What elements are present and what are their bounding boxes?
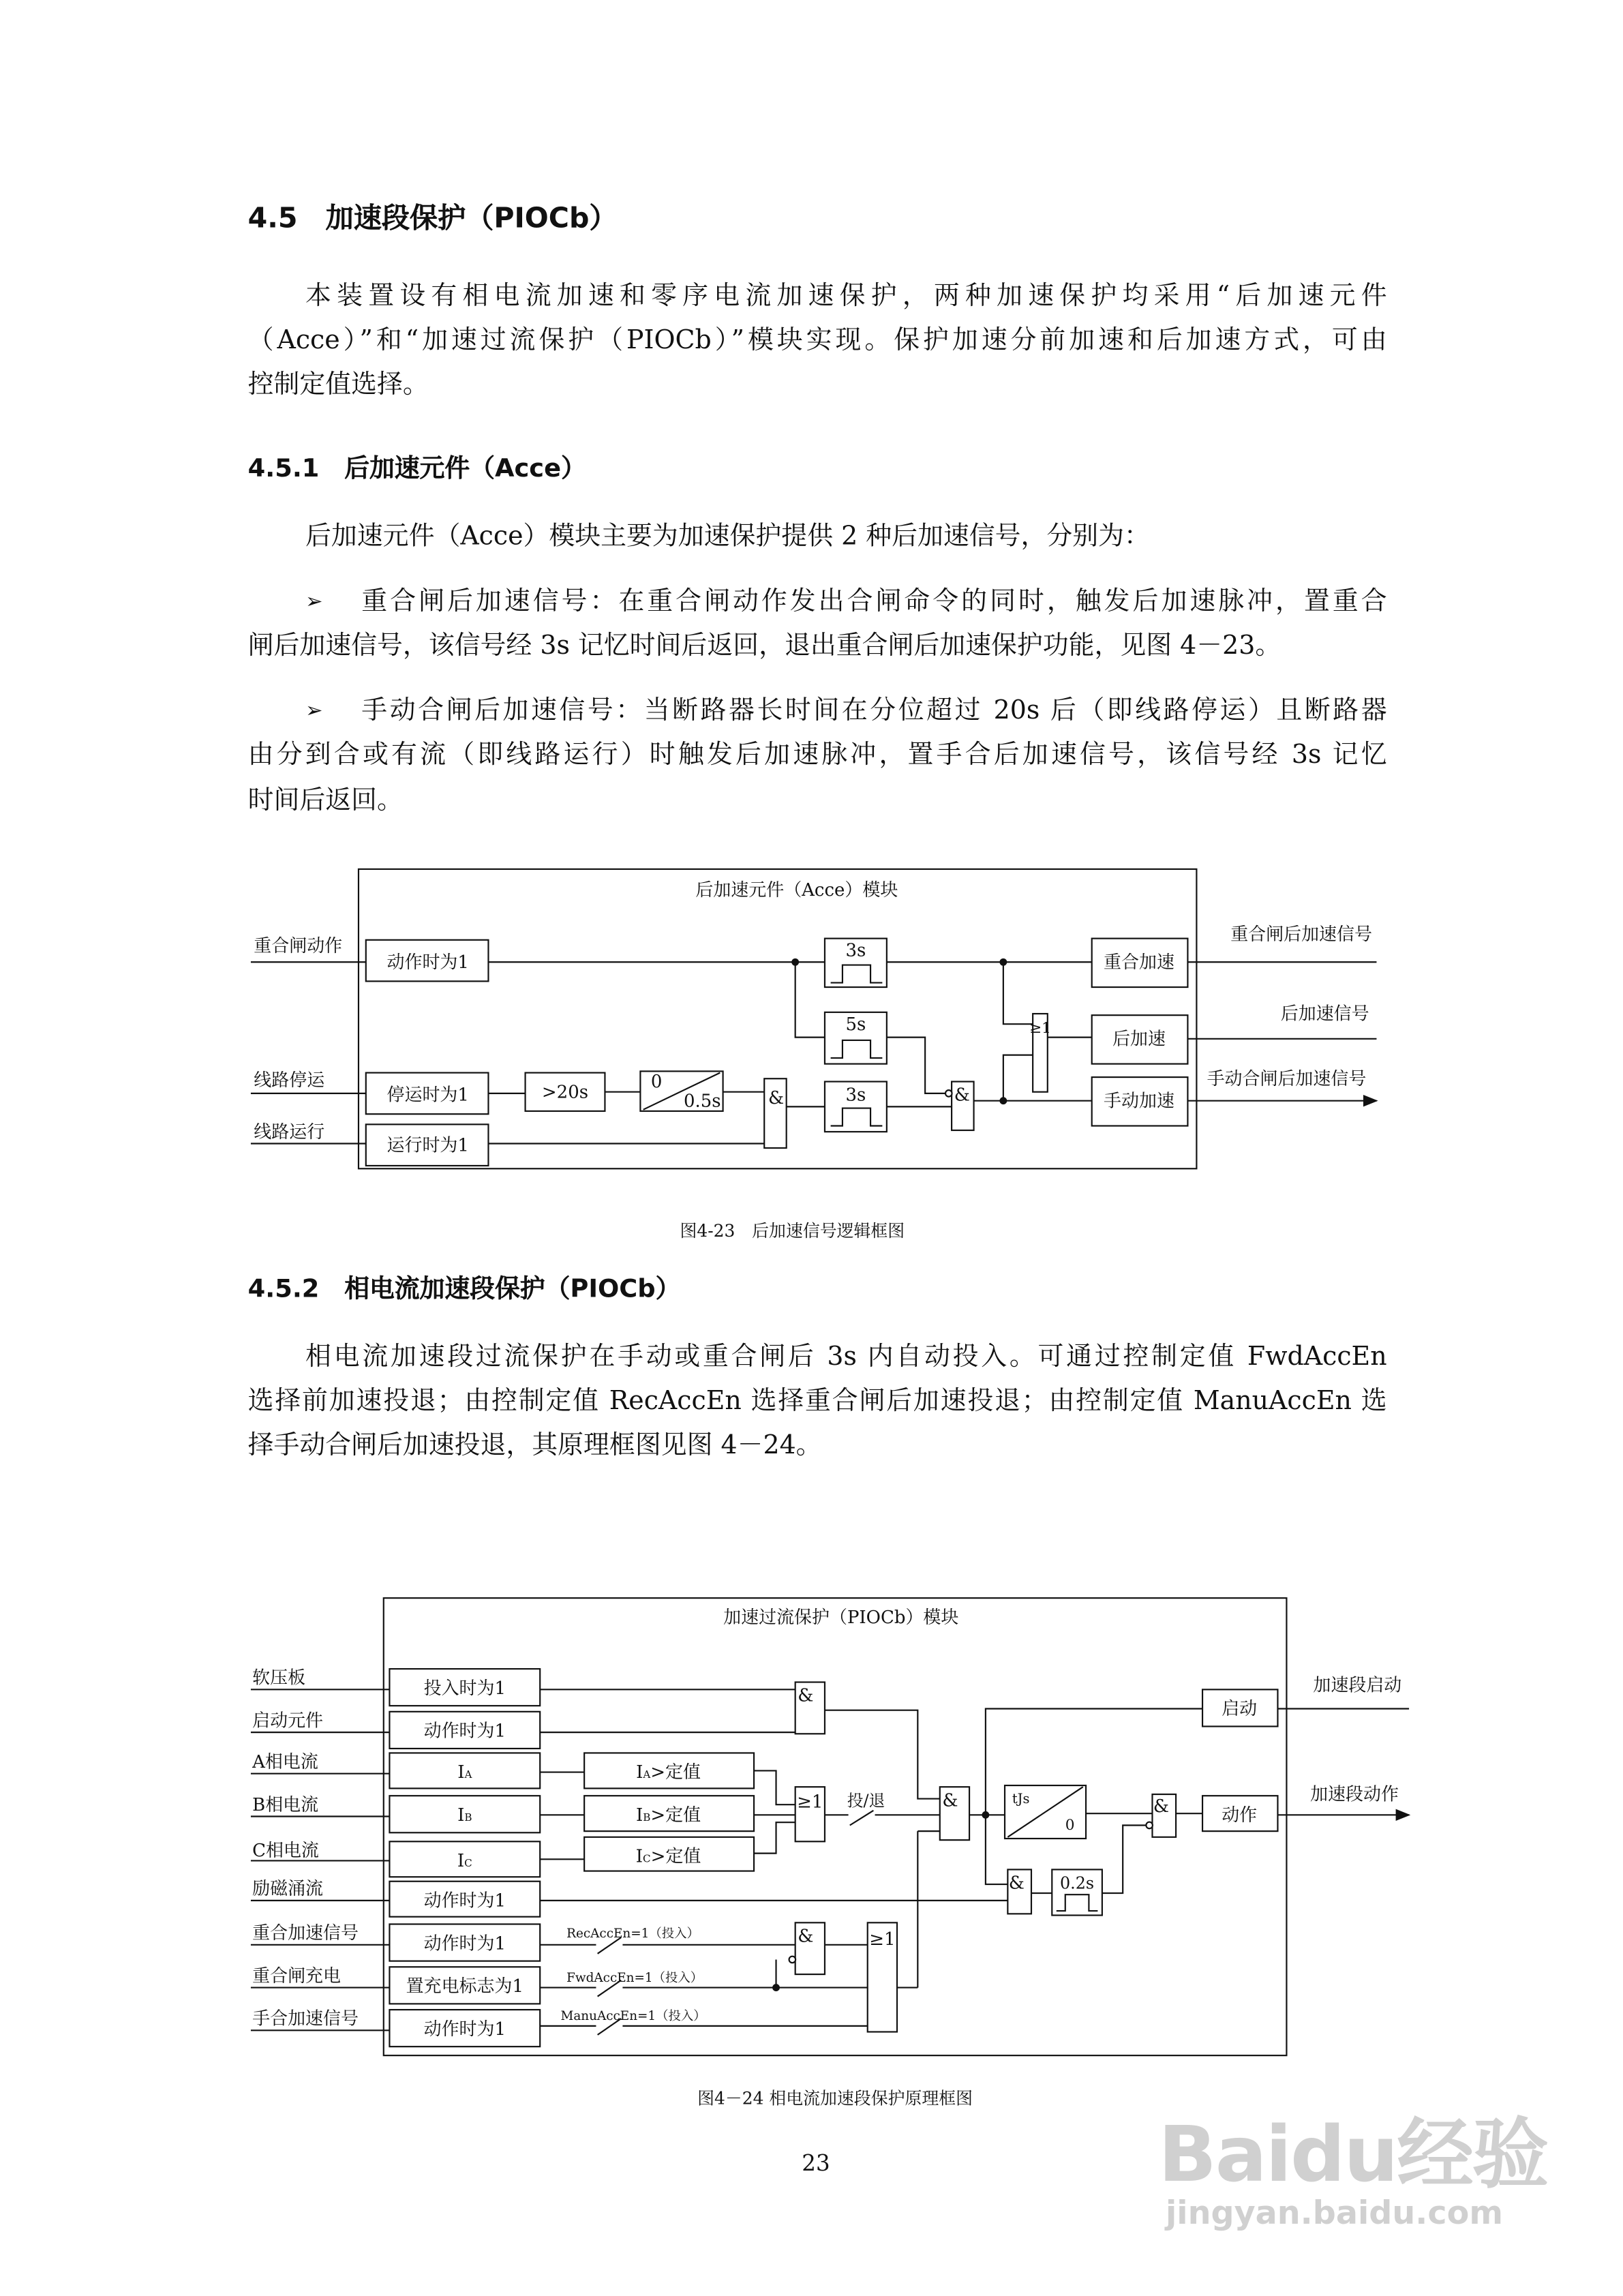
junction-dot bbox=[772, 1984, 780, 1991]
bullet2-line-1: 手动合闸后加速信号：当断路器长时间在分位超过 20s 后（即线路停运）且断路器 bbox=[361, 696, 1387, 726]
comparator-label: IC>定值 bbox=[635, 1846, 701, 1867]
input-label: 线路停运 bbox=[254, 1070, 325, 1091]
bullet2-line-3: 时间后返回。 bbox=[247, 786, 403, 816]
input-box-label: 动作时为1 bbox=[386, 952, 469, 973]
output-label: 手动合闸后加速信号 bbox=[1207, 1068, 1367, 1089]
subsection-heading-1: 4.5.1 后加速元件（Acce） bbox=[247, 454, 586, 484]
intro-line-1: 本装置设有相电流加速和零序电流加速保护，两种加速保护均采用“后加速元件 bbox=[305, 282, 1387, 312]
input-box-label: 动作时为1 bbox=[423, 1721, 506, 1742]
figure-4-24-diagram bbox=[251, 1598, 1409, 2055]
delay-top: 0 bbox=[650, 1072, 663, 1093]
junction-dot bbox=[999, 958, 1007, 966]
or-symbol: ≥1 bbox=[869, 1929, 896, 1950]
enable-label: RecAccEn=1（投入） bbox=[566, 1926, 699, 1941]
and-symbol: & bbox=[1153, 1796, 1170, 1817]
sub1-lead: 后加速元件（Acce）模块主要为加速保护提供 2 种后加速信号，分别为： bbox=[305, 522, 1150, 552]
enable-label: ManuAccEn=1（投入） bbox=[560, 2009, 706, 2024]
pulse-label: 5s bbox=[845, 1014, 866, 1035]
module-title: 后加速元件（Acce）模块 bbox=[695, 879, 898, 901]
input-label: 软压板 bbox=[252, 1667, 306, 1689]
input-box-label: 动作时为1 bbox=[423, 1890, 506, 1912]
inverter-circle bbox=[789, 1957, 796, 1963]
output-label: 加速段动作 bbox=[1310, 1784, 1399, 1805]
switch-label: 投/退 bbox=[847, 1791, 885, 1811]
comparator-label: IB>定值 bbox=[635, 1804, 701, 1826]
input-box-label: 停运时为1 bbox=[386, 1085, 469, 1106]
input-label: 手合加速信号 bbox=[252, 2008, 359, 2029]
input-label: 重合加速信号 bbox=[252, 1923, 359, 1944]
output-label: 后加速信号 bbox=[1280, 1003, 1369, 1025]
output-box-label: 手动加速 bbox=[1104, 1091, 1174, 1112]
and-symbol: & bbox=[798, 1685, 814, 1706]
and-symbol: & bbox=[1008, 1873, 1025, 1894]
input-label: 重合闸动作 bbox=[254, 936, 343, 957]
baidu-jingyan-watermark-logo: Baidu经验 bbox=[1158, 2111, 1548, 2201]
and-symbol: & bbox=[942, 1790, 958, 1811]
comparator-label: IA>定值 bbox=[636, 1762, 701, 1783]
section-heading: 4.5 加速段保护（PIOCb） bbox=[247, 202, 618, 235]
or-symbol: ≥1 bbox=[1029, 1020, 1051, 1038]
input-box-label: 置充电标志为1 bbox=[406, 1976, 524, 1997]
input-wires bbox=[251, 962, 366, 1143]
output-label: 加速段启动 bbox=[1313, 1675, 1402, 1696]
input-box-label: 动作时为1 bbox=[423, 2019, 506, 2040]
inverter-circle bbox=[1146, 1822, 1153, 1829]
output-box-label: 动作 bbox=[1222, 1804, 1258, 1826]
output-box-label: 启动 bbox=[1222, 1699, 1258, 1720]
bullet2-line-2: 由分到合或有流（即线路运行）时触发后加速脉冲，置手合后加速信号，该信号经 3s 记忆 bbox=[247, 740, 1387, 770]
output-label: 重合闸后加速信号 bbox=[1230, 924, 1372, 945]
intro-line-3: 控制定值选择。 bbox=[247, 370, 429, 400]
intro-line-2: （Acce）”和“加速过流保护（PIOCb）”模块实现。保护加速分前加速和后加速方式，可由 bbox=[247, 326, 1387, 356]
input-box-label: 投入时为1 bbox=[423, 1678, 506, 1699]
pulse-label: 3s bbox=[845, 940, 866, 961]
enable-label: FwdAccEn=1（投入） bbox=[566, 1970, 703, 1985]
input-box-label: IB bbox=[457, 1804, 472, 1826]
timer-bottom: 0 bbox=[1065, 1816, 1075, 1834]
figure-4-24-caption: 图4－24 相电流加速段保护原理框图 bbox=[697, 2087, 973, 2109]
and-symbol: & bbox=[768, 1088, 785, 1109]
page-number: 23 bbox=[802, 2149, 830, 2177]
input-label: C相电流 bbox=[252, 1840, 319, 1861]
watermark-url: jingyan.baidu.com bbox=[1165, 2195, 1503, 2233]
and-symbol: & bbox=[954, 1085, 970, 1106]
pulse-label: 0.2s bbox=[1060, 1873, 1095, 1893]
bullet1-line-1: 重合闸后加速信号：在重合闸动作发出合闸命令的同时，触发后加速脉冲，置重合 bbox=[361, 587, 1387, 617]
delay-bottom: 0.5s bbox=[683, 1091, 721, 1112]
module-title: 加速过流保护（PIOCb）模块 bbox=[723, 1607, 959, 1628]
and-symbol: & bbox=[798, 1926, 814, 1947]
output-box-label: 后加速 bbox=[1112, 1029, 1166, 1050]
figure-4-23-diagram bbox=[251, 869, 1377, 1168]
input-box-label: IC bbox=[457, 1851, 472, 1872]
subsection-heading-2: 4.5.2 相电流加速段保护（PIOCb） bbox=[247, 1275, 681, 1305]
junction-dot bbox=[999, 1097, 1007, 1104]
input-label: 线路运行 bbox=[254, 1121, 325, 1143]
input-label: B相电流 bbox=[252, 1794, 319, 1815]
or-symbol: ≥1 bbox=[797, 1792, 823, 1813]
sub2-line-3: 择手动合闸后加速投退，其原理框图见图 4－24。 bbox=[247, 1431, 822, 1461]
input-box-label: 运行时为1 bbox=[386, 1135, 469, 1156]
input-label: 启动元件 bbox=[252, 1710, 324, 1732]
threshold-label: >20s bbox=[541, 1082, 589, 1103]
inverter-circle bbox=[945, 1090, 952, 1097]
junction-dot bbox=[982, 1811, 989, 1819]
junction-dot bbox=[791, 958, 799, 966]
bullet-arrow-icon: ➢ bbox=[305, 590, 323, 614]
bullet1-line-2: 闸后加速信号，该信号经 3s 记忆时间后返回，退出重合闸后加速保护功能，见图 4－23。 bbox=[247, 631, 1281, 661]
wires bbox=[488, 962, 1091, 1143]
input-label: A相电流 bbox=[252, 1752, 318, 1773]
bullet-arrow-icon: ➢ bbox=[305, 699, 323, 723]
sub2-line-1: 相电流加速段过流保护在手动或重合闸后 3s 内自动投入。可通过控制定值 FwdAccEn bbox=[305, 1342, 1387, 1372]
sub2-line-2: 选择前加速投退；由控制定值 RecAccEn 选择重合闸后加速投退；由控制定值 ManuAccEn 选 bbox=[247, 1387, 1387, 1417]
output-box-label: 重合加速 bbox=[1104, 952, 1174, 973]
input-box-label: IA bbox=[457, 1762, 472, 1783]
timer-top: tJs bbox=[1012, 1791, 1030, 1807]
input-label: 重合闸充电 bbox=[252, 1965, 341, 1987]
input-box-label: 动作时为1 bbox=[423, 1933, 506, 1954]
pulse-label: 3s bbox=[845, 1085, 866, 1106]
input-label: 励磁涌流 bbox=[252, 1879, 324, 1900]
figure-4-23-caption: 图4-23 后加速信号逻辑框图 bbox=[680, 1220, 905, 1241]
